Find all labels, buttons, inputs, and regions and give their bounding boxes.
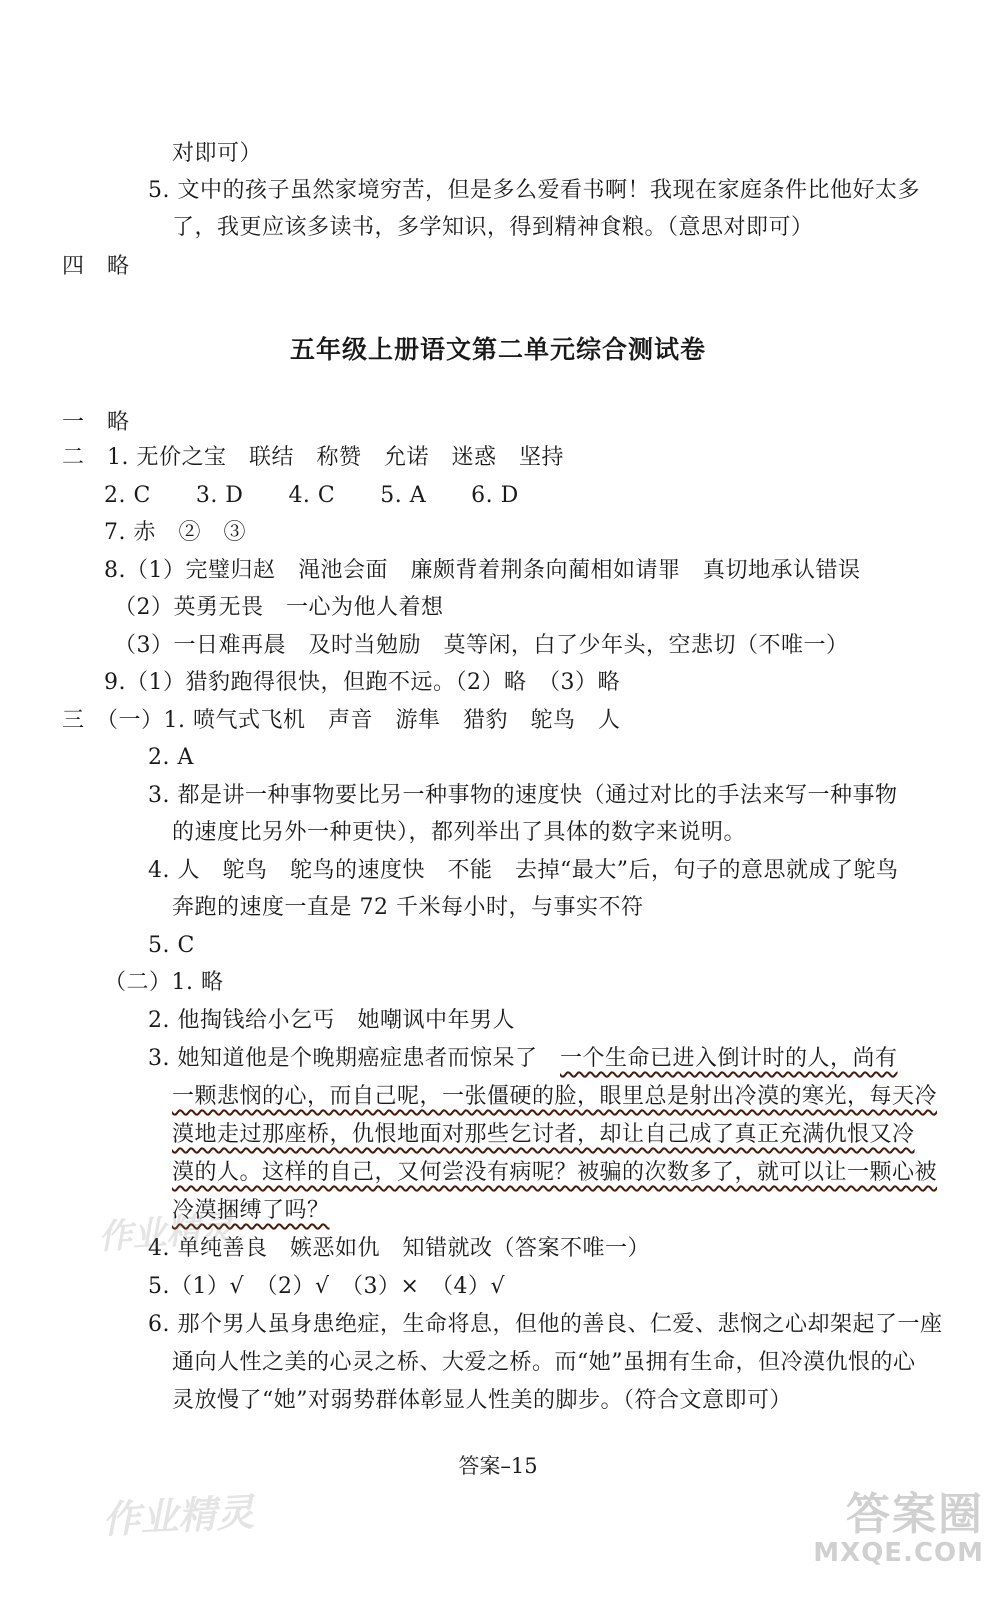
- answer-line: 2. A: [148, 745, 194, 770]
- answer-line: （3）一日难再晨 及时当勉励 莫等闲，白了少年头，空悲切（不唯一）: [114, 633, 849, 658]
- answer-line: 7. 赤 ② ③: [104, 520, 246, 545]
- underlined-text: 一个生命已进入倒计时的人，尚有: [560, 1046, 898, 1071]
- answer-text: 3. 她知道他是个晚期癌症患者而惊呆了: [148, 1046, 560, 1071]
- underlined-text: 漠地走过那座桥，仇恨地面对那些乞讨者，却让自己成了真正充满仇恨又冷: [172, 1122, 915, 1147]
- answer-line: 5. C: [148, 933, 195, 958]
- answer-line: 通向人性之美的心灵之桥、大爱之桥。而“她”虽拥有生命，但冷漠仇恨的心: [172, 1350, 916, 1375]
- answer-line: 3. 都是讲一种事物要比另一种事物的速度快（通过对比的手法来写一种事物: [148, 783, 898, 808]
- answer-line: 8.（1）完璧归赵 渑池会面 廉颇背着荆条向蔺相如请罪 真切地承认错误: [104, 558, 861, 583]
- answer-line: 三 （一）1. 喷气式飞机 声音 游隼 猎豹 鸵鸟 人: [62, 708, 621, 733]
- section-heading: 四 略: [62, 254, 130, 279]
- answer-line: 的速度比另外一种更快），都列举出了具体的数字来说明。: [172, 820, 747, 845]
- underlined-text: 一颗悲悯的心，而自己呢，一张僵硬的脸，眼里总是射出冷漠的寒光，每天冷: [172, 1084, 938, 1109]
- page-title: 五年级上册语文第二单元综合测试卷: [289, 335, 706, 364]
- answer-line: [148, 1043, 898, 1075]
- answer-line: 灵放慢了“她”对弱势群体彰显人性美的脚步。（符合文意即可）: [172, 1388, 792, 1413]
- answer-line: （2）英勇无畏 一心为他人着想: [114, 595, 444, 620]
- answer-line: 了，我更应该多读书，多学知识，得到精神食粮。（意思对即可）: [172, 215, 814, 240]
- page-number: 答案–15: [458, 1454, 538, 1478]
- watermark: 作业精灵: [97, 1208, 236, 1258]
- watermark-logo-url: MXQE.COM: [813, 1538, 984, 1568]
- watermark-logo: [813, 1478, 984, 1568]
- watermark: 作业精灵: [101, 1490, 256, 1542]
- underlined-text: 冷漠捆缚了吗？: [172, 1198, 330, 1223]
- section-heading: 一 略: [62, 410, 130, 435]
- answer-line: 5.（1）√ （2）√ （3）× （4）√: [148, 1274, 505, 1299]
- answer-line: 5. 文中的孩子虽然家境穷苦，但是多么爱看书啊！我现在家庭条件比他好太多: [148, 178, 920, 203]
- watermark-logo-text: 答案圈: [846, 1489, 984, 1540]
- answer-line: 9.（1）猎豹跑得很快，但跑不远。（2）略 （3）略: [104, 670, 620, 695]
- answer-line: 奔跑的速度一直是 72 千米每小时，与事实不符: [172, 895, 644, 920]
- answer-line: 4. 人 鸵鸟 鸵鸟的速度快 不能 去掉“最大”后，句子的意思就成了鸵鸟: [148, 858, 899, 883]
- answer-line: 6. 那个男人虽身患绝症，生命将息，但他的善良、仁爱、悲悯之心却架起了一座: [148, 1312, 943, 1337]
- answer-line: 4. 单纯善良 嫉恶如仇 知错就改（答案不唯一）: [148, 1236, 650, 1261]
- answer-line: 2. C 3. D 4. C 5. A 6. D: [104, 483, 519, 508]
- answer-line: 二 1. 无价之宝 联结 称赞 允诺 迷惑 坚持: [62, 445, 564, 470]
- answer-line: 2. 他掏钱给小乞丐 她嘲讽中年男人: [148, 1008, 515, 1033]
- underlined-text: 漠的人。这样的自己，又何尝没有病呢？被骗的次数多了，就可以让一颗心被: [172, 1160, 938, 1185]
- answer-line: （二）1. 略: [104, 970, 224, 995]
- answer-line: 对即可）: [172, 141, 263, 166]
